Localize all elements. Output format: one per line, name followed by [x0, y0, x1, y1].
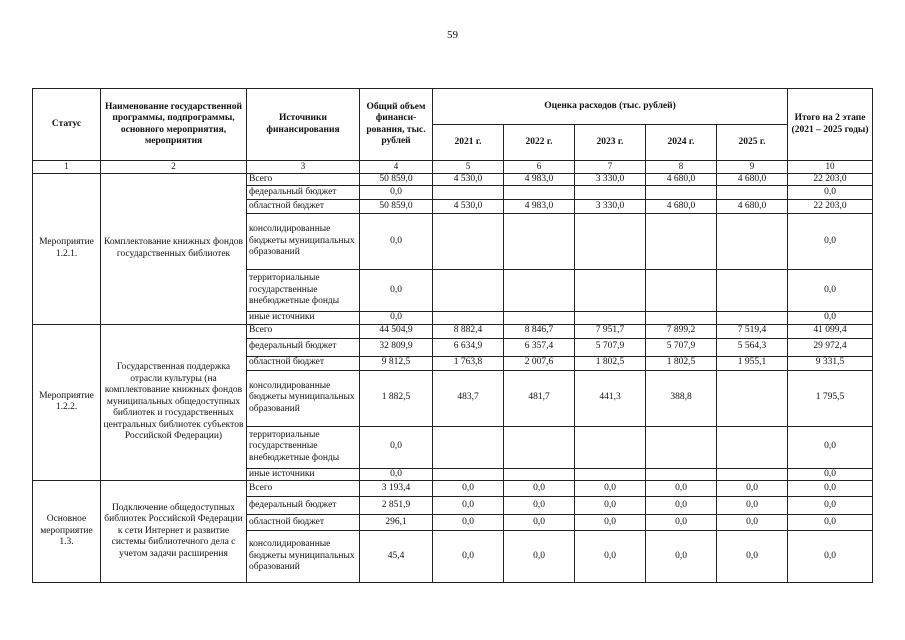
- header-year: 2022 г.: [504, 125, 575, 161]
- value-cell: 4 530,0: [433, 173, 504, 186]
- status-cell: Основное мероприятие 1.3.: [33, 481, 101, 583]
- value-cell: 0,0: [575, 497, 646, 515]
- value-cell: [504, 186, 575, 200]
- value-cell: [433, 468, 504, 481]
- value-cell: 1 802,5: [646, 356, 717, 370]
- value-cell: 0,0: [646, 481, 717, 497]
- value-cell: 22 203,0: [788, 173, 873, 186]
- index-cell: 8: [646, 161, 717, 174]
- source-cell: консолидированные бюджеты муниципальных образований: [247, 214, 360, 270]
- header-name: Наименование государственной программы, подпрограммы, основного мероприятия, мероприятия: [101, 89, 247, 161]
- value-cell: 7 519,4: [717, 324, 788, 338]
- value-cell: [433, 270, 504, 312]
- table-row: [33, 324, 873, 338]
- value-cell: 1 882,5: [360, 370, 433, 426]
- budget-table: [32, 88, 873, 583]
- value-cell: 0,0: [788, 186, 873, 200]
- value-cell: [504, 426, 575, 468]
- value-cell: 4 983,0: [504, 173, 575, 186]
- value-cell: 0,0: [433, 515, 504, 531]
- measure-name-cell: Подключение общедоступных библиотек Российской Федерации к сети Интернет и развитие системы библиотечного дела с учетом задачи расширения: [101, 481, 247, 583]
- value-cell: [433, 312, 504, 325]
- source-cell: территориальные государственные внебюджетные фонды: [247, 426, 360, 468]
- source-cell: консолидированные бюджеты муниципальных образований: [247, 531, 360, 583]
- value-cell: 481,7: [504, 370, 575, 426]
- value-cell: 0,0: [504, 531, 575, 583]
- value-cell: 388,8: [646, 370, 717, 426]
- index-cell: 9: [717, 161, 788, 174]
- index-cell: 2: [101, 161, 247, 174]
- index-row: [33, 161, 873, 174]
- value-cell: 2 851,9: [360, 497, 433, 515]
- value-cell: 0,0: [788, 531, 873, 583]
- measure-name-cell: Государственная поддержка отрасли культуры (на комплектование книжных фондов муниципальных общедоступных библиотек и государственных центральных библиотек субъектов Российской Федерации): [101, 324, 247, 481]
- header-sources: Источники финансирования: [247, 89, 360, 161]
- index-cell: 3: [247, 161, 360, 174]
- value-cell: 50 859,0: [360, 200, 433, 214]
- value-cell: 50 859,0: [360, 173, 433, 186]
- value-cell: 29 972,4: [788, 338, 873, 356]
- status-cell: Мероприятие 1.2.1.: [33, 173, 101, 324]
- header-final: Итого на 2 этапе (2021 – 2025 годы): [788, 89, 873, 161]
- value-cell: 5 707,9: [646, 338, 717, 356]
- value-cell: 0,0: [788, 426, 873, 468]
- index-cell: 1: [33, 161, 101, 174]
- value-cell: [433, 214, 504, 270]
- value-cell: [717, 468, 788, 481]
- value-cell: 0,0: [433, 481, 504, 497]
- value-cell: 0,0: [717, 531, 788, 583]
- index-cell: 4: [360, 161, 433, 174]
- value-cell: 0,0: [575, 481, 646, 497]
- value-cell: 1 763,8: [433, 356, 504, 370]
- value-cell: 0,0: [788, 481, 873, 497]
- header-estimate: Оценка расходов (тыс. рублей): [433, 89, 788, 125]
- value-cell: 5 564,3: [717, 338, 788, 356]
- value-cell: [504, 312, 575, 325]
- source-cell: иные источники: [247, 468, 360, 481]
- value-cell: 0,0: [360, 270, 433, 312]
- value-cell: [717, 270, 788, 312]
- value-cell: 4 530,0: [433, 200, 504, 214]
- header-total: Общий объем финанси-рования, тыс. рублей: [360, 89, 433, 161]
- value-cell: 4 680,0: [646, 200, 717, 214]
- value-cell: 8 846,7: [504, 324, 575, 338]
- value-cell: 8 882,4: [433, 324, 504, 338]
- value-cell: 0,0: [504, 515, 575, 531]
- value-cell: 4 680,0: [717, 200, 788, 214]
- value-cell: 3 330,0: [575, 173, 646, 186]
- value-cell: [575, 270, 646, 312]
- value-cell: [433, 426, 504, 468]
- index-cell: 10: [788, 161, 873, 174]
- value-cell: 0,0: [433, 531, 504, 583]
- source-cell: территориальные государственные внебюджетные фонды: [247, 270, 360, 312]
- value-cell: 7 951,7: [575, 324, 646, 338]
- value-cell: 45,4: [360, 531, 433, 583]
- value-cell: 0,0: [360, 426, 433, 468]
- value-cell: 441,3: [575, 370, 646, 426]
- value-cell: 0,0: [717, 515, 788, 531]
- value-cell: 3 193,4: [360, 481, 433, 497]
- value-cell: 0,0: [575, 531, 646, 583]
- page-number: 59: [447, 29, 458, 41]
- source-cell: федеральный бюджет: [247, 186, 360, 200]
- header-status: Статус: [33, 89, 101, 161]
- value-cell: 4 680,0: [646, 173, 717, 186]
- source-cell: федеральный бюджет: [247, 497, 360, 515]
- header-row-1: [33, 89, 873, 125]
- value-cell: 7 899,2: [646, 324, 717, 338]
- value-cell: 0,0: [360, 186, 433, 200]
- value-cell: 0,0: [646, 531, 717, 583]
- value-cell: [646, 270, 717, 312]
- value-cell: 0,0: [360, 312, 433, 325]
- value-cell: 41 099,4: [788, 324, 873, 338]
- value-cell: 1 955,1: [717, 356, 788, 370]
- value-cell: 1 795,5: [788, 370, 873, 426]
- value-cell: 5 707,9: [575, 338, 646, 356]
- source-cell: Всего: [247, 324, 360, 338]
- value-cell: 6 357,4: [504, 338, 575, 356]
- value-cell: 3 330,0: [575, 200, 646, 214]
- source-cell: Всего: [247, 173, 360, 186]
- index-cell: 7: [575, 161, 646, 174]
- value-cell: [646, 214, 717, 270]
- value-cell: 0,0: [504, 481, 575, 497]
- value-cell: 0,0: [646, 515, 717, 531]
- value-cell: 4 680,0: [717, 173, 788, 186]
- source-cell: консолидированные бюджеты муниципальных образований: [247, 370, 360, 426]
- value-cell: 0,0: [788, 270, 873, 312]
- value-cell: 9 331,5: [788, 356, 873, 370]
- value-cell: 4 983,0: [504, 200, 575, 214]
- value-cell: [646, 468, 717, 481]
- value-cell: [575, 312, 646, 325]
- value-cell: [575, 214, 646, 270]
- table-row: [33, 173, 873, 186]
- value-cell: [646, 186, 717, 200]
- value-cell: 2 007,6: [504, 356, 575, 370]
- value-cell: 0,0: [575, 515, 646, 531]
- value-cell: [646, 426, 717, 468]
- value-cell: [504, 214, 575, 270]
- value-cell: [717, 370, 788, 426]
- source-cell: областной бюджет: [247, 356, 360, 370]
- table-body: [33, 173, 873, 583]
- source-cell: областной бюджет: [247, 200, 360, 214]
- value-cell: 296,1: [360, 515, 433, 531]
- value-cell: 0,0: [788, 312, 873, 325]
- value-cell: 0,0: [433, 497, 504, 515]
- source-cell: областной бюджет: [247, 515, 360, 531]
- value-cell: 0,0: [646, 497, 717, 515]
- value-cell: 483,7: [433, 370, 504, 426]
- value-cell: 0,0: [788, 214, 873, 270]
- value-cell: 0,0: [788, 497, 873, 515]
- value-cell: 0,0: [717, 481, 788, 497]
- value-cell: 0,0: [360, 468, 433, 481]
- value-cell: [717, 214, 788, 270]
- value-cell: 0,0: [788, 515, 873, 531]
- status-cell: Мероприятие 1.2.2.: [33, 324, 101, 481]
- header-year: 2024 г.: [646, 125, 717, 161]
- value-cell: [717, 312, 788, 325]
- index-cell: 5: [433, 161, 504, 174]
- source-cell: федеральный бюджет: [247, 338, 360, 356]
- measure-name-cell: Комплектование книжных фондов государственных библиотек: [101, 173, 247, 324]
- value-cell: [717, 186, 788, 200]
- value-cell: 32 809,9: [360, 338, 433, 356]
- table-row: [33, 481, 873, 497]
- value-cell: [575, 468, 646, 481]
- value-cell: 44 504,9: [360, 324, 433, 338]
- header-year: 2023 г.: [575, 125, 646, 161]
- source-cell: иные источники: [247, 312, 360, 325]
- source-cell: Всего: [247, 481, 360, 497]
- header-year: 2025 г.: [717, 125, 788, 161]
- index-cell: 6: [504, 161, 575, 174]
- value-cell: 0,0: [717, 497, 788, 515]
- value-cell: 0,0: [504, 497, 575, 515]
- value-cell: [646, 312, 717, 325]
- value-cell: [717, 426, 788, 468]
- value-cell: [504, 468, 575, 481]
- value-cell: 22 203,0: [788, 200, 873, 214]
- value-cell: [433, 186, 504, 200]
- header-year: 2021 г.: [433, 125, 504, 161]
- value-cell: 0,0: [360, 214, 433, 270]
- value-cell: 0,0: [788, 468, 873, 481]
- value-cell: 9 812,5: [360, 356, 433, 370]
- value-cell: [575, 186, 646, 200]
- value-cell: [575, 426, 646, 468]
- value-cell: 1 802,5: [575, 356, 646, 370]
- value-cell: 6 634,9: [433, 338, 504, 356]
- value-cell: [504, 270, 575, 312]
